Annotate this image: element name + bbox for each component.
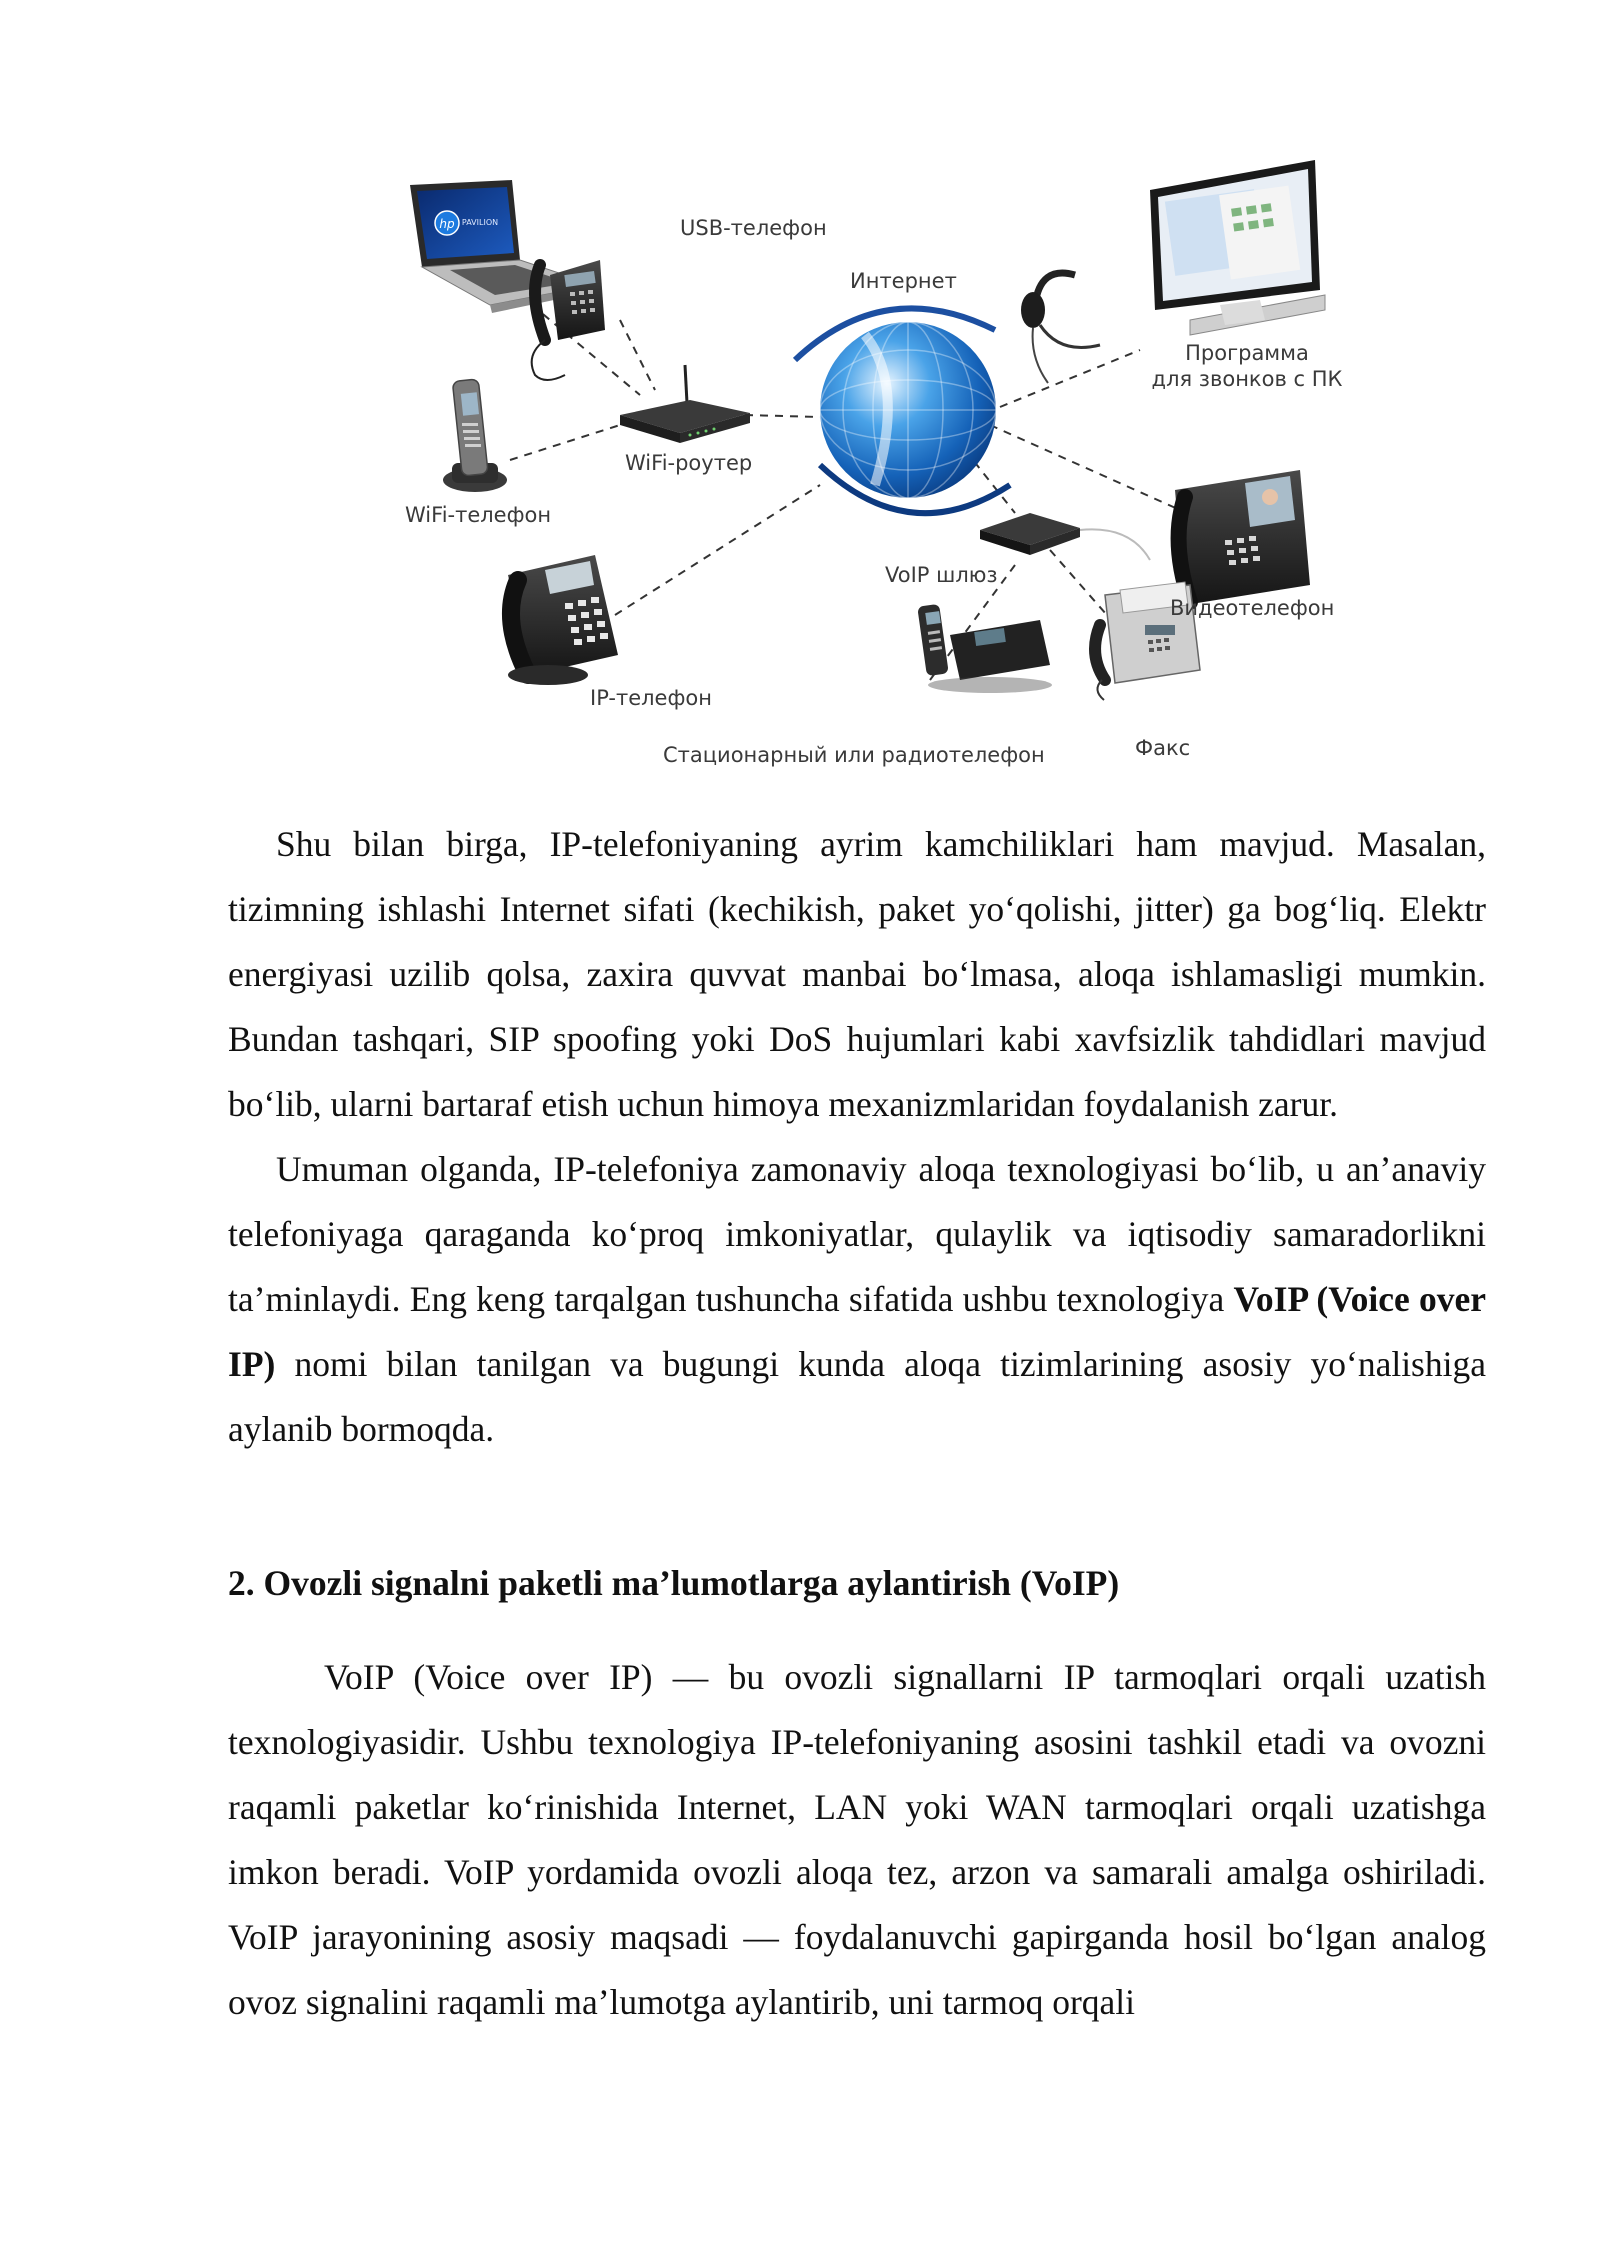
laptop-logo-text: hp xyxy=(439,217,455,231)
section-heading: 2. Ovozli signalni paketli ma’lumotlarga aylantirish (VoIP) xyxy=(228,1563,1120,1603)
internet-globe-icon xyxy=(795,308,1010,513)
paragraph-summary-text: Umuman olganda, IP-telefoniya zamonaviy aloqa texnologiyasi bo‘lib, u an’anaviy telefoniyaga qaraganda ko‘proq imkoniyatlar, qulaylik va iqtisodiy samaradorlikni ta’minlaydi. Eng keng tarqalgan tushuncha sifatida ushbu texnologiya xyxy=(228,1149,1486,1319)
laptop-brand-text: PAVILION xyxy=(461,218,499,227)
label-fax: Факс xyxy=(1135,736,1191,760)
label-wifi-phone: WiFi-телефон xyxy=(405,503,552,527)
paragraph-summary-tail: nomi bilan tanilgan va bugungi kunda aloqa tizimlarining asosiy yo‘nalishiga aylanib bormoqda. xyxy=(228,1344,1486,1449)
voip-gateway-icon xyxy=(980,513,1150,560)
paragraph-summary xyxy=(228,1137,1486,1462)
label-video-phone: Видеотелефон xyxy=(1170,596,1335,620)
label-pc-program: Программа для звонков с ПК xyxy=(1151,341,1343,392)
video-phone-icon xyxy=(1175,470,1310,605)
wifi-phone-icon xyxy=(443,379,507,492)
headset-icon xyxy=(1021,273,1100,383)
paragraph-drawbacks: Shu bilan birga, IP-telefoniyaning ayrim kamchiliklari ham mavjud. Masalan, tizimning ishlashi Internet sifati (kechikish, paket yo‘qolishi, jitter) ga bog‘liq. Elektr energiyasi uzilib qolsa, zaxira quvvat manbai bo‘lmasa, aloqa ishlamasligi mumkin. Bundan tashqari, SIP spoofing yoki DoS hujumlari kabi xavfsizlik tahdidlari mavjud bo‘lib, ularni bartaraf etish uchun himoya mexanizmlaridan foydalanish zarur. xyxy=(228,824,1486,1124)
link-globe-pc xyxy=(1000,350,1140,407)
pc-monitor-icon xyxy=(1150,160,1325,335)
label-usb-phone: USB-телефон xyxy=(680,216,827,240)
link-router-globe xyxy=(745,415,820,417)
label-internet: Интернет xyxy=(850,269,957,293)
voip-term-bold: VoIP (Voice over IP) xyxy=(228,1279,1486,1384)
link-ipphone-globe xyxy=(615,485,820,615)
voip-network-diagram xyxy=(390,145,1350,785)
link-usbphone-router xyxy=(620,320,655,390)
wifi-router-icon xyxy=(620,365,750,443)
body-text-lower xyxy=(228,1645,1486,2035)
diagram-canvas xyxy=(390,145,1350,785)
cordless-phone-icon xyxy=(917,604,1052,693)
body-text-upper xyxy=(228,812,1486,1462)
link-wifiphone-router xyxy=(510,425,620,460)
link-globe-videophone xyxy=(990,425,1180,510)
label-stationary-phone: Стационарный или радиотелефон xyxy=(663,743,1045,767)
ip-phone-icon xyxy=(508,555,618,685)
paragraph-voip-definition: VoIP (Voice over IP) — bu ovozli signallarni IP tarmoqlari orqali uzatish texnologiyasidir. Ushbu texnologiya IP-telefoniyaning asosini tashkil etadi va ovozni raqamli paketlar ko‘rinishida Internet, LAN yoki WAN tarmoqlari orqali uzatishga imkon beradi. VoIP yordamida ovozli aloqa tez, arzon va samarali amalga oshiriladi. VoIP jarayonining asosiy maqsadi — foydalanuvchi gapirganda hosil bo‘lgan analog ovoz signalini raqamli ma’lumotga aylantirib, uni tarmoq orqali xyxy=(228,1657,1486,2022)
label-voip-gateway: VoIP шлюз xyxy=(885,563,998,587)
label-ip-phone: IP-телефон xyxy=(590,686,713,710)
label-wifi-router: WiFi-роутер xyxy=(625,451,753,475)
